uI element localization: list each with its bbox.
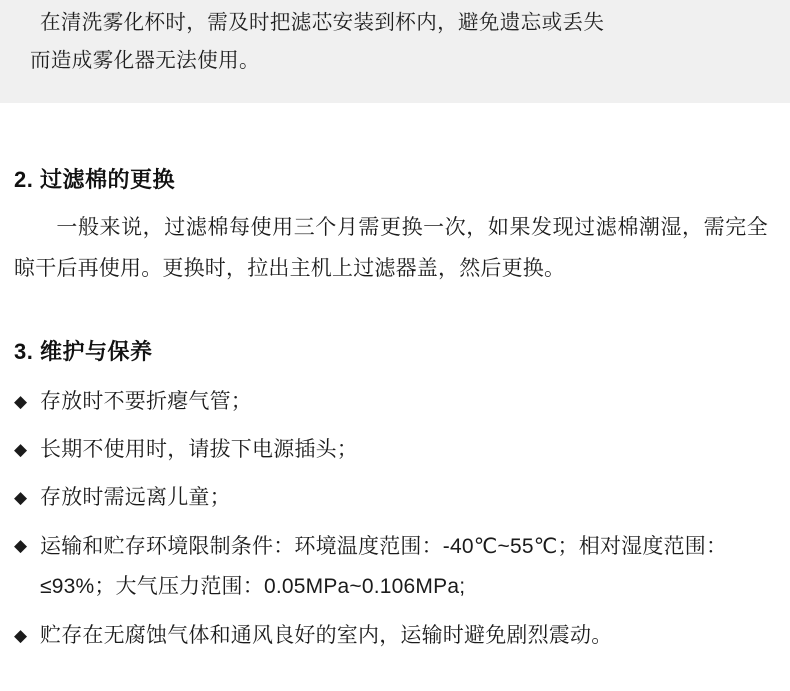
diamond-bullet-icon: ◆ — [14, 488, 28, 507]
section-heading-maintenance: 3. 维护与保养 — [14, 339, 153, 364]
list-item — [14, 431, 772, 469]
list-item-label: 长期不使用时，请拔下电源插头； — [40, 438, 358, 461]
diamond-bullet-icon: ◆ — [14, 626, 28, 645]
notice-line-1: 在清洗雾化杯时，需及时把滤芯安装到杯内，避免遗忘或丢失 — [40, 11, 605, 34]
diamond-bullet-icon: ◆ — [14, 536, 28, 555]
list-item — [14, 617, 772, 655]
section-heading-filter-replacement: 2. 过滤棉的更换 — [14, 167, 175, 192]
diamond-bullet-icon: ◆ — [14, 440, 28, 459]
paragraph-text: 一般来说，过滤棉每使用三个月需更换一次，如果发现过滤棉潮湿，需完全晾干后再使用。更换时，拉出主机上过滤器盖，然后更换。 — [14, 216, 768, 280]
list-item-label: 贮存在无腐蚀气体和通风良好的室内，运输时避免剧烈震动。 — [40, 624, 613, 647]
diamond-bullet-icon: ◆ — [14, 392, 28, 411]
list-item-label: 运输和贮存环境限制条件：环境温度范围：-40℃~55℃；相对湿度范围：≤93%；大气压力范围：0.05MPa~0.106MPa; — [40, 535, 728, 598]
list-item — [14, 527, 772, 607]
list-item-label: 存放时需远离儿童； — [40, 486, 231, 509]
section-paragraph-filter-replacement — [14, 207, 772, 289]
list-item — [14, 479, 772, 517]
notice-line-2: 而造成雾化器无法使用。 — [30, 49, 260, 72]
list-item — [14, 383, 772, 421]
notice-box — [0, 0, 790, 103]
list-item-label: 存放时不要折瘪气管； — [40, 390, 252, 413]
maintenance-bullet-list — [14, 383, 772, 655]
document-body — [0, 103, 790, 665]
